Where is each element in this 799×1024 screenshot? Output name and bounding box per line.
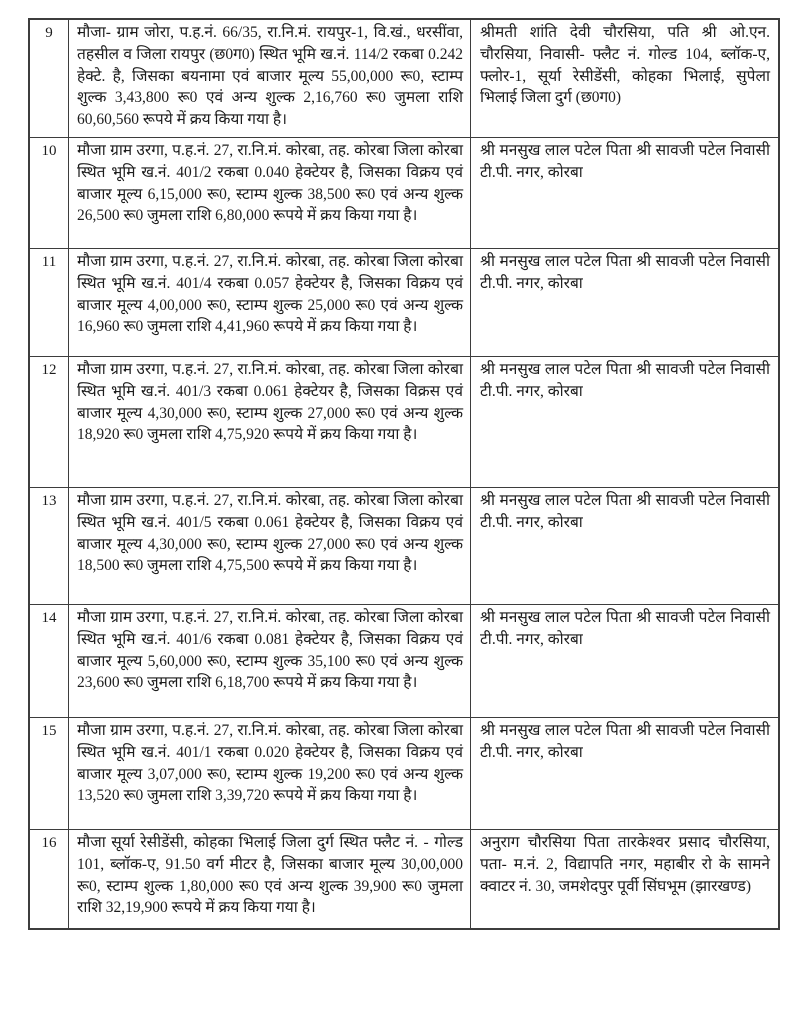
property-description: मौजा- ग्राम जोरा, प.ह.नं. 66/35, रा.नि.मं. रायपुर-1, वि.खं., धरसींवा, तहसील व जिला रायपुर (छ0ग0) स्थित भूमि ख.नं. 114/2 रकबा 0.242 हेक्टे. है, जिसका बयनामा एवं बाजार मूल्य 55,00,000 रू0, स्टाम्प शुल्क 3,43,800 रू0 एवं अन्य शुल्क 2,16,760 रू0 जुमला राशि 60,60,560 रूपये में क्रय किया गया है। <box>68 20 470 137</box>
table-row <box>30 356 778 487</box>
table-row <box>30 829 778 928</box>
table-row <box>30 487 778 604</box>
property-description: मौजा ग्राम उरगा, प.ह.नं. 27, रा.नि.मं. कोरबा, तह. कोरबा जिला कोरबा स्थित भूमि ख.नं. 401/3 रकबा 0.061 हेक्टेयर है, जिसका विक्रस एवं बाजार मूल्य 4,30,000 रू0, स्टाम्प शुल्क 27,000 रू0 एवं अन्य शुल्क 18,920 रू0 जुमला राशि 4,75,920 रूपये में क्रय किया गया है। <box>68 357 470 487</box>
purchaser-details: श्री मनसुख लाल पटेल पिता श्री सावजी पटेल निवासी टी.पी. नगर, कोरबा <box>470 249 778 356</box>
table-row <box>30 20 778 137</box>
purchaser-details: श्री मनसुख लाल पटेल पिता श्री सावजी पटेल निवासी टी.पी. नगर, कोरबा <box>470 488 778 604</box>
row-serial-number: 10 <box>41 143 57 159</box>
purchaser-details: श्रीमती शांति देवी चौरसिया, पति श्री ओ.एन. चौरसिया, निवासी- फ्लैट नं. गोल्ड 104, ब्लॉक-ए, फ्लोर-1, सूर्या रेसीडेंसी, कोहका भिलाई, सुपेला भिलाई जिला दुर्ग (छ0ग0) <box>470 20 778 137</box>
table-row <box>30 604 778 717</box>
row-serial-number: 9 <box>45 25 53 41</box>
property-description: मौजा ग्राम उरगा, प.ह.नं. 27, रा.नि.मं. कोरबा, तह. कोरबा जिला कोरबा स्थित भूमि ख.नं. 401/5 रकबा 0.061 हेक्टेयर है, जिसका विक्रय एवं बाजार मूल्य 4,30,000 रू0, स्टाम्प शुल्क 27,000 रू0 एवं अन्य शुल्क 18,500 रू0 जुमला राशि 4,75,500 रूपये में क्रय किया गया है। <box>68 488 470 604</box>
purchaser-details: अनुराग चौरसिया पिता तारकेश्वर प्रसाद चौरसिया, पता- म.नं. 2, विद्यापति नगर, महाबीर रो के सामने क्वाटर नं. 30, जमशेदपुर पूर्वी सिंघभूम (झारखण्ड) <box>470 830 778 928</box>
row-serial-number: 11 <box>41 254 57 270</box>
table-row <box>30 248 778 356</box>
purchaser-details: श्री मनसुख लाल पटेल पिता श्री सावजी पटेल निवासी टी.पी. नगर, कोरबा <box>470 718 778 829</box>
row-serial-number: 13 <box>41 493 57 509</box>
purchaser-details: श्री मनसुख लाल पटेल पिता श्री सावजी पटेल निवासी टी.पी. नगर, कोरबा <box>470 605 778 717</box>
row-serial-number: 12 <box>41 362 57 378</box>
row-serial-number: 14 <box>41 610 57 626</box>
property-description: मौजा ग्राम उरगा, प.ह.नं. 27, रा.नि.मं. कोरबा, तह. कोरबा जिला कोरबा स्थित भूमि ख.नं. 401/2 रकबा 0.040 हेक्टेयर है, जिसका विक्रय एवं बाजार मूल्य 6,15,000 रू0, स्टाम्प शुल्क 38,500 रू0 एवं अन्य शुल्क 26,500 रू0 जुमला राशि 6,80,000 रूपये में क्रय किया गया है। <box>68 138 470 248</box>
property-description: मौजा ग्राम उरगा, प.ह.नं. 27, रा.नि.मं. कोरबा, तह. कोरबा जिला कोरबा स्थित भूमि ख.नं. 401/4 रकबा 0.057 हेक्टेयर है, जिसका विक्रय एवं बाजार मूल्य 4,00,000 रू0, स्टाम्प शुल्क 25,000 रू0 एवं अन्य शुल्क 16,960 रू0 जुमला राशि 4,41,960 रूपये में क्रय किया गया है। <box>68 249 470 356</box>
table-row <box>30 717 778 829</box>
records-table <box>28 18 780 930</box>
row-serial-number: 15 <box>41 723 57 739</box>
purchaser-details: श्री मनसुख लाल पटेल पिता श्री सावजी पटेल निवासी टी.पी. नगर, कोरबा <box>470 138 778 248</box>
table-row <box>30 137 778 248</box>
row-serial-number: 16 <box>41 835 57 851</box>
purchaser-details: श्री मनसुख लाल पटेल पिता श्री सावजी पटेल निवासी टी.पी. नगर, कोरबा <box>470 357 778 487</box>
property-description: मौजा सूर्या रेसीडेंसी, कोहका भिलाई जिला दुर्ग स्थित फ्लैट नं. - गोल्ड 101, ब्लॉक-ए, 91.50 वर्ग मीटर है, जिसका बाजार मूल्य 30,00,000 रू0, स्टाम्प शुल्क 1,80,000 रू0 एवं अन्य शुल्क 39,900 रू0 जुमला राशि 32,19,900 रूपये में क्रय किया गया है। <box>68 830 470 928</box>
property-description: मौजा ग्राम उरगा, प.ह.नं. 27, रा.नि.मं. कोरबा, तह. कोरबा जिला कोरबा स्थित भूमि ख.नं. 401/1 रकबा 0.020 हेक्टेयर है, जिसका विक्रय एवं बाजार मूल्य 3,07,000 रू0, स्टाम्प शुल्क 19,200 रू0 एवं अन्य शुल्क 13,520 रू0 जुमला राशि 3,39,720 रूपये में क्रय किया गया है। <box>68 718 470 829</box>
property-description: मौजा ग्राम उरगा, प.ह.नं. 27, रा.नि.मं. कोरबा, तह. कोरबा जिला कोरबा स्थित भूमि ख.नं. 401/6 रकबा 0.081 हेक्टेयर है, जिसका विक्रय एवं बाजार मूल्य 5,60,000 रू0, स्टाम्प शुल्क 35,100 रू0 एवं अन्य शुल्क 23,600 रू0 जुमला राशि 6,18,700 रूपये में क्रय किया गया है। <box>68 605 470 717</box>
